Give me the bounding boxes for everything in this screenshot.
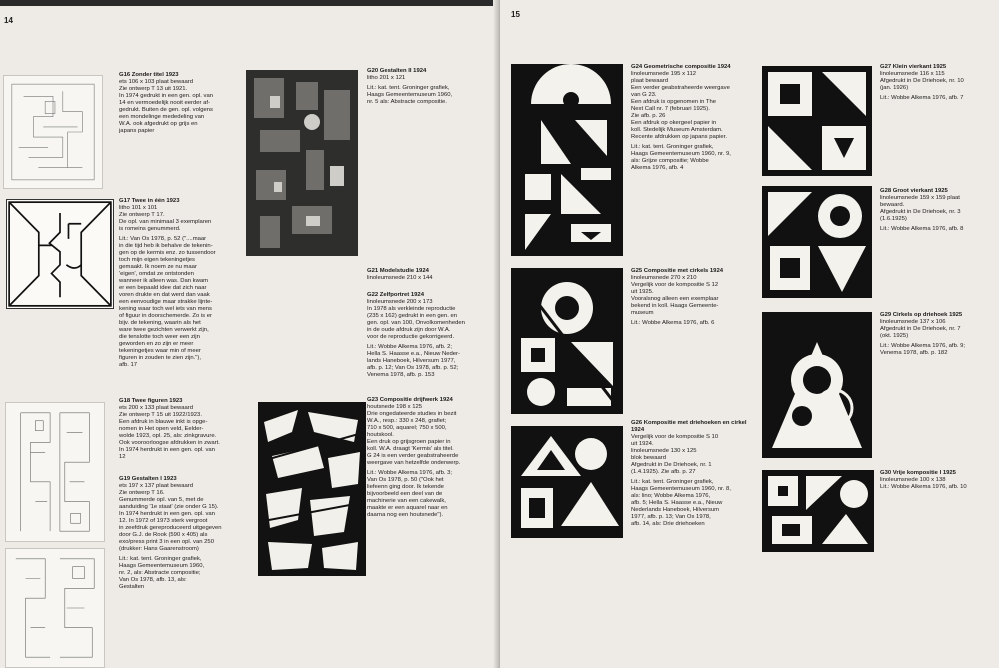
catalog-entry-g24: G24 Geometrische compositie 1924 linoleumsnede 195 x 112 plaat bewaard Een verder geabstraheerde weergave van G 23. Een afdruk is opgenomen in The Next Call nr. 7 (februari 1925). Zie afb. p. 26 Een afdruk op okergeel papier in koll. Stedelijk Museum Amsterdam. Recente afdrukken op japans papier. Lit.: kat. tent. Groninger grafiek, Haags Gemeentemuseum 1960, nr. 9, als: Grijze compositie; Wobbe Alkema 1976, afb. 4 <box>631 64 756 172</box>
catalog-entry-g25: G25 Compositie met cirkels 1924 linoleumsnede 270 x 210 Vergelijk voor de kompositie S 12 uit 1925. Vooralsnog alleen een exemplaar bekend in koll. Haags Gemeente- museum Lit.: Wobbe Alkema 1976, afb. 6 <box>631 268 756 327</box>
artwork-g26 <box>511 426 623 538</box>
entry-title: G25 Compositie met cirkels 1924 <box>631 268 724 274</box>
catalog-entry-g28: G28 Groot vierkant 1925 linoleumsnede 159 x 159 plaat bewaard. Afgedrukt in De Driehoek, nr. 3 (1.6.1925) Lit.: Wobbe Alkema 1976, afb. 8 <box>880 188 998 233</box>
catalog-entry-g19: G19 Gestalten I 1923 ets 197 x 137 plaat bewaard Zie ontwerp T 16. Genummerde opl. van 5, met de aanduiding '1e staat' (zie onder G 15). In 1974 herdrukt in een gen. opl. van 12. In 1972 of 1973 sterk vergroot in zeefdruk gereproduceerd uitgegeven door G.J. de Rook (590 x 405) als exo/press print 3 in een opl. van 250 (drukker: Hans Gaarenstroom) Lit.: kat. tent. Groninger grafiek, Haags Gemeentemuseum 1960, nr. 2, als: Abstracte compositie; Van Os 1978, afb. 13, als: Gestalten <box>119 476 244 591</box>
catalog-entry-g16: G16 Zonder titel 1923 ets 106 x 103 plaat bewaard Zie ontwerp T 13 uit 1921. In 1974 gedrukt in een gen. opl. van 14 en vermoedelijk nooit eerder af- gedrukt. Buiten de gen. opl. volgens een mondelinge mededeling van W.A. ook afgedrukt op grijs en japans papier <box>119 72 244 135</box>
page-top-edge <box>0 0 497 6</box>
right-page <box>500 0 999 668</box>
catalog-entry-g17: G17 Twee in één 1923 litho 101 x 101 Zie ontwerp T 17. De opl. van minimaal 3 exemplaren is romeins genummerd. Lit.: Van Os 1978, p. 52 ("....maar in die tijd heb ik behalve de tekenin- gen op de kermis enz. zo tussendoor toch mijn eigen tekeningetjes gemaakt. Ik noem ze nu maar 'eigen', omdat ze ontstonden wanneer ik alleen was. Dan kwam er een bepaald idee dat zich naar voren drukte en dat werd dan vaak een eenvoudige maar strakke lijnte- kening waar toch wel iets van mens of figuur in doorschemerde. Zo is er bijv. de tekening, waarin als het ware twee gezichten verwerkt zijn, die tenslotte toch weer een zijn geworden en zo zijn er meer tekeningetjes waar min of meer figuren in zouden te zien zijn."), afb. 17 <box>119 198 244 369</box>
artwork-g28 <box>762 186 872 298</box>
entry-title: G17 Twee in één 1923 <box>119 198 180 204</box>
catalog-entry-g29: G29 Cirkels op driehoek 1925 linoleumsnede 137 x 106 Afgedrukt in De Driehoek, nr. 7 (okt. 1925) Lit.: Wobbe Alkema 1976, afb. 9; Venema 1978, afb. p. 182 <box>880 312 998 357</box>
artwork-g18 <box>5 402 105 542</box>
page-number-left: 14 <box>4 16 13 25</box>
entry-title: G16 Zonder titel 1923 <box>119 72 179 78</box>
catalog-entry-g27: G27 Klein vierkant 1925 linoleumsnede 116 x 115 Afgedrukt in De Driehoek, nr. 10 (jan. 1926) Lit.: Wobbe Alkema 1976, afb. 7 <box>880 64 998 102</box>
artwork-g27 <box>762 66 872 176</box>
catalog-entry-g22: G22 Zelfportret 1924 linoleumsnede 200 x 173 In 1978 als verkleinde reproductie (235 x 162) gedrukt in een gen. en gen. opl. van 100, Onvolkomenheden in de oude afdruk zijn door W.A. voor de reproductie gekorrigeerd. Lit.: Wobbe Alkema 1976, afb. 2; Hella S. Haasse e.a., Nieuw Neder- lands Haneboek, Hilversum 1977, afb. p. 12; Van Os 1978, afb. p. 52; Venema 1978, afb. p. 153 <box>367 292 492 379</box>
catalog-entry-g21: G21 Modelstudie 1924 linoleumsnede 210 x 144 <box>367 268 492 282</box>
entry-title: G23 Compositie drijfwerk 1924 <box>367 397 453 403</box>
entry-title: G29 Cirkels op driehoek 1925 <box>880 312 963 318</box>
entry-title: G18 Twee figuren 1923 <box>119 398 183 404</box>
artwork-g17 <box>6 199 114 309</box>
artwork-g19 <box>5 548 105 668</box>
catalog-entry-g20: G20 Gestalten II 1924 litho 201 x 121 Lit.: kat. tent. Groninger grafiek, Haags Gemeentemuseum 1960, nr. 5 als: Abstracte compositie. <box>367 68 492 106</box>
entry-title: G19 Gestalten I 1923 <box>119 476 177 482</box>
entry-title: G28 Groot vierkant 1925 <box>880 188 948 194</box>
catalog-entry-g30: G30 Vrije kompositie I 1925 linoleumsnede 100 x 138 Lit.: Wobbe Alkema 1976, afb. 10 <box>880 470 998 491</box>
entry-title: G20 Gestalten II 1924 <box>367 68 427 74</box>
artwork-g23 <box>258 402 366 576</box>
artwork-g30 <box>762 470 874 552</box>
catalog-entry-g18: G18 Twee figuren 1923 ets 200 x 133 plaat bewaard Zie ontwerp T 15 uit 1922/1923. Een afdruk in blauwe inkt is opge- nomen in Het open veld, Eelder- wolde 1923, opl. 25, als: zinkgravure. Ook vooroorloogse afdrukken in zwart. In 1974 herdrukt in een gen. opl. van 12 <box>119 398 244 461</box>
artwork-g16 <box>3 75 103 189</box>
artwork-g25 <box>511 268 623 414</box>
entry-title: G21 Modelstudie 1924 <box>367 268 429 274</box>
entry-title: G26 Kompositie met driehoeken en cirkel 1924 <box>631 420 747 433</box>
artwork-g20 <box>246 70 358 256</box>
left-page <box>0 0 497 668</box>
catalog-entry-g23: G23 Compositie drijfwerk 1924 houtsnede 198 x 125 Drie ongedateerde studies in bezit W.A., resp.: 330 x 248, grafiet; 710 x 500, aquarel; 750 x 500, houtskool. Een druk op grijsgroen papier in koll. W.A. draagt 'Kermis' als titel. G 24 is een verder geabstraheerde weergave van hetzelfde onderwerp. Lit.: Wobbe Alkema 1976, afb. 3; Van Os 1978, p. 50 ("Ook het liefeenn ging door. Ik tekende bijvoorbeeld een deel van de machinerie van een cakewalk, maakte er een aquarel naar en daarna nog een houtsnede"). <box>367 397 492 519</box>
entry-title: G30 Vrije kompositie I 1925 <box>880 470 956 476</box>
artwork-g29 <box>762 312 872 458</box>
entry-title: G27 Klein vierkant 1925 <box>880 64 947 70</box>
catalog-entry-g26: G26 Kompositie met driehoeken en cirkel 1924 Vergelijk voor de kompositie S 10 uit 1924. linoleumsnede 130 x 125 blok bewaard Afgedrukt in De Driehoek, nr. 1 (1.4.1925). Zie afb. p. 27 Lit.: kat. tent. Groninger grafiek, Haags Gemeentemuseum 1960, nr. 8, als: lino; Wobbe Alkema 1976, afb. 5; Hella S. Haasse e.a., Nieuw Nederlands Haneboek, Hilversum 1977, afb. p. 13; Van Os 1978, afb. 14, als: Drie driehoeken <box>631 420 756 528</box>
entry-title: G22 Zelfportret 1924 <box>367 292 424 298</box>
artwork-g24 <box>511 64 623 256</box>
page-number-right: 15 <box>511 10 520 19</box>
entry-title: G24 Geometrische compositie 1924 <box>631 64 731 70</box>
